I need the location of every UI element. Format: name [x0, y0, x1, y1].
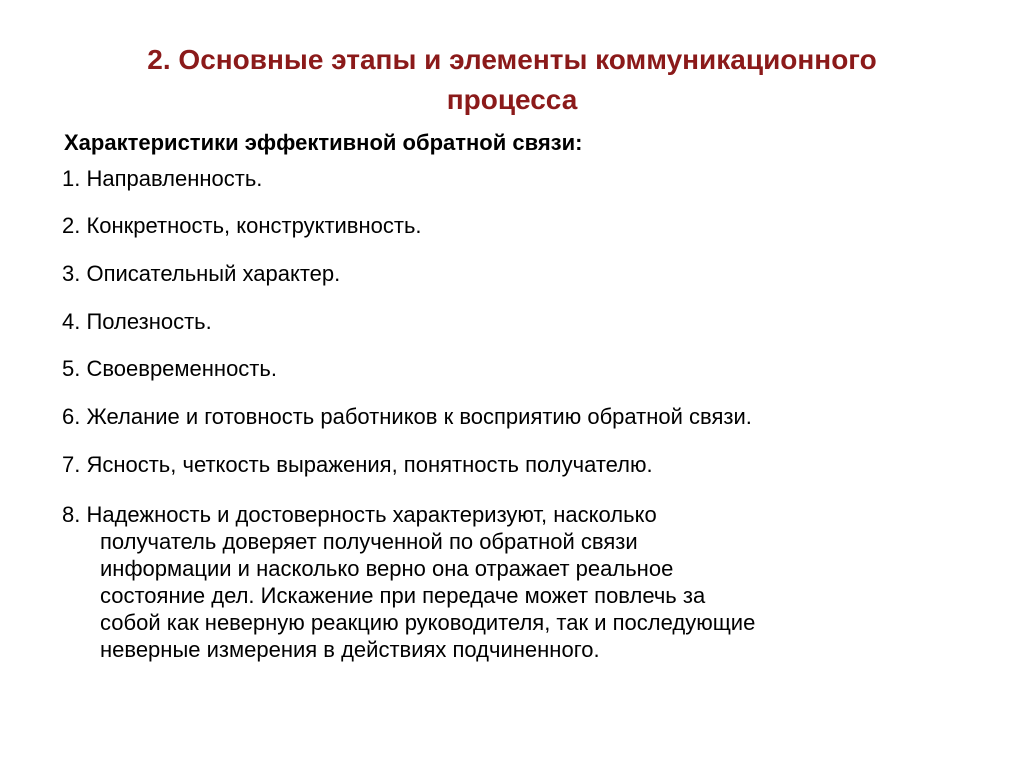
- list-item-8-line-1: 8. Надежность и достоверность характеризуют, насколько: [62, 502, 657, 527]
- list-item-8: [62, 501, 962, 663]
- list-item-6: 6. Желание и готовность работников к восприятию обратной связи.: [62, 404, 752, 429]
- list-item-8-line-2: получатель доверяет полученной по обратной связи: [100, 529, 638, 554]
- slide-title-line-2: процесса: [446, 84, 578, 115]
- slide-title-line-1: 2. Основные этапы и элементы коммуникационного: [147, 44, 877, 75]
- list-item-8-line-3: информации и насколько верно она отражает реальное: [100, 556, 674, 581]
- section-heading: Характеристики эффективной обратной связи:: [64, 130, 583, 155]
- list-item-2: 2. Конкретность, конструктивность.: [62, 213, 422, 238]
- list-item-1: 1. Направленность.: [62, 166, 263, 191]
- list-item-4: 4. Полезность.: [62, 309, 212, 334]
- list-item-8-line-4: состояние дел. Искажение при передаче может повлечь за: [100, 583, 706, 608]
- list-item-8-line-6: неверные измерения в действиях подчиненного.: [100, 637, 600, 662]
- list-item-7: 7. Ясность, четкость выражения, понятность получателю.: [62, 452, 653, 477]
- list-item-8-line-5: собой как неверную реакцию руководителя, так и последующие: [100, 610, 756, 635]
- list-item-3: 3. Описательный характер.: [62, 261, 341, 286]
- list-item-5: 5. Своевременность.: [62, 356, 277, 381]
